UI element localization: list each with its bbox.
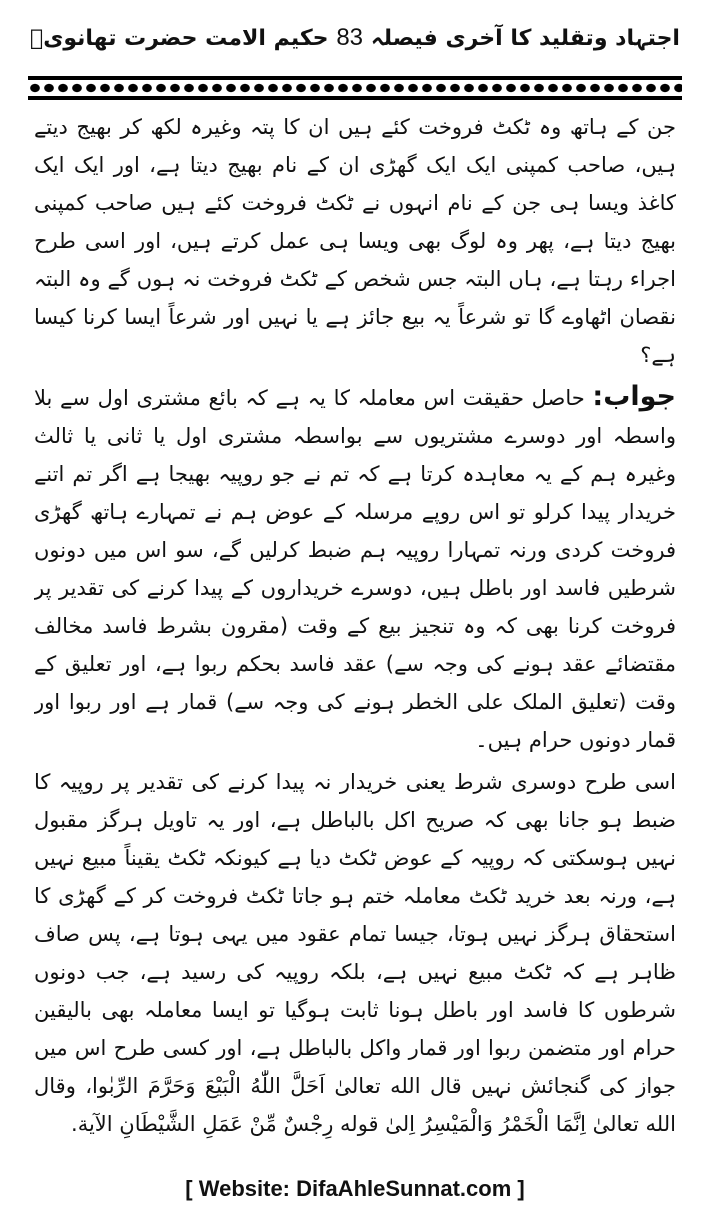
header-rule-top [28, 76, 682, 80]
footer-website: [ Website: DifaAhleSunnat.com ] [185, 1176, 525, 1201]
answer-text: حاصل حقیقت اس معاملہ کا یہ ہے کہ بائع مشتری اول سے بلا واسطہ اور دوسرے مشتریوں سے بواسطہ مشتری اول یا ثانی یا ثالث وغیرہ ہم کے یہ معاہدہ کرتا ہے کہ تم نے جو روپیہ بھیجا ہے اگر تم اتنے خریدار پیدا کرلو تو اس روپے مرسلہ کے عوض ہم نے تمہارے ہاتھ گھڑی فروخت کردی ورنہ تمہارا روپیہ ہم ضبط کرلیں گے، سو اس میں دونوں شرطیں فاسد اور باطل ہیں، دوسرے خریداروں کے پیدا کرنے کی تقدیر پر فروخت کرنا بھی کہ وہ تنجیز بیع کے وقت (مقرون بشرط فاسد مخالف مقتضائے عقد ہونے کی وجہ سے) عقد فاسد بحکم ربوا ہے، اور تعلیق کے وقت (تعلیق الملک علی الخطر ہونے کی وجہ سے) قمار ہے اور ربوا اور قمار دونوں حرام ہیں۔ [34, 386, 676, 752]
header-chain-ornament [28, 82, 682, 94]
page-header [30, 18, 680, 58]
header-rule-bottom [28, 96, 682, 100]
answer-paragraph [34, 378, 676, 759]
page-number: 83 [336, 24, 364, 51]
page-body [34, 108, 676, 1158]
body-paragraph-3: اسی طرح دوسری شرط یعنی خریدار نہ پیدا کرنے کی تقدیر پر روپیہ کا ضبط ہو جانا بھی کہ صریح اکل بالباطل ہے، اور یہ تاویل ہرگز مقبول نہیں ہوسکتی کہ روپیہ کے عوض ٹکٹ دیا ہے کیونکہ ٹکٹ یقیناً مبیع نہیں ہے، ورنہ بعد خرید ٹکٹ معاملہ ختم ہو جاتا ٹکٹ فروخت کر کے گھڑی کا استحقاق ہرگز نہیں ہوتا، جیسا تمام عقود میں یہی ہوتا ہے، پس صاف ظاہر ہے کہ ٹکٹ مبیع نہیں ہے، بلکہ روپیہ کی رسید ہے، جب دونوں شرطوں کا فاسد اور باطل ہونا ثابت ہوگیا تو ایسا معاملہ بھی بالیقین حرام اور متضمن ربوا اور قمار واکل بالباطل ہے، اور کسی طرح اس میں جواز کی گنجائش نہیں قال الله تعالیٰ اَحَلَّ اللّٰهُ الْبَيْعَ وَحَرَّمَ الرِّبٰوا، وقال الله تعالیٰ اِنَّمَا الْخَمْرُ وَالْمَيْسِرُ اِلیٰ قوله رِجْسٌ مِّنْ عَمَلِ الشَّيْطَانِ الآية. [34, 770, 676, 1136]
answer-label: جواب: [592, 381, 676, 412]
running-title-left: حکیم الامت حضرت تھانویؒ [30, 25, 329, 51]
question-paragraph: جن کے ہاتھ وہ ٹکٹ فروخت کئے ہیں ان کا پتہ وغیرہ لکھ کر بھیج دیتے ہیں، صاحب کمپنی ایک ایک گھڑی ان کے نام بھیج دیتا ہے، اور ایک ایک کاغذ ویسا ہی جن کے نام انہوں نے ٹکٹ فروخت کئے ہیں صاحب کمپنی بھیج دیتا ہے، پھر وہ لوگ بھی ویسا ہی عمل کرتے ہیں، اور اسی طرح اجراء رہتا ہے، ہاں البتہ جس شخص کے ٹکٹ فروخت نہ ہوں گے وہ البتہ نقصان اٹھاوے گا تو شرعاً یہ بیع جائز ہے یا نہیں اور شرعاً ایسا کرنا کیسا ہے؟ [34, 115, 676, 367]
running-title-right: اجتہاد وتقلید کا آخری فیصلہ [370, 25, 680, 51]
